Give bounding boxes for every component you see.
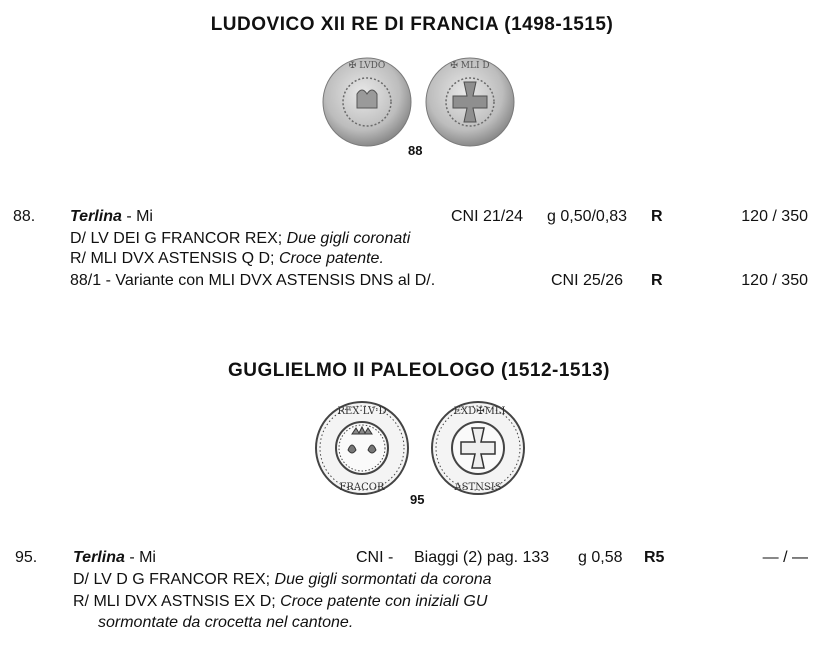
obverse-description: Due gigli coronati bbox=[286, 230, 411, 247]
variant-text: 88/1 - Variante con MLI DVX ASTENSIS DNS al D/. bbox=[70, 272, 436, 289]
svg-text:✠ LVDO: ✠ LVDO bbox=[348, 61, 386, 71]
section-title: GUGLIELMO II PALEOLOGO (1512-1513) bbox=[228, 360, 610, 381]
price: 120 / 350 bbox=[741, 208, 808, 225]
variant-cni: CNI 25/26 bbox=[551, 272, 624, 289]
weight: g 0,50/0,83 bbox=[547, 208, 628, 225]
obverse-description: Due gigli sormontati da corona bbox=[274, 571, 492, 588]
coin-photo bbox=[312, 54, 524, 154]
coin-image-88 bbox=[312, 54, 524, 154]
denomination: Terlina bbox=[70, 208, 122, 225]
reverse-description: Croce patente con iniziali GU bbox=[280, 593, 488, 610]
svg-text:FRACOR: FRACOR bbox=[339, 482, 385, 493]
denomination: Terlina bbox=[73, 549, 125, 566]
coin-image-95 bbox=[308, 398, 532, 498]
bibliographic-reference: Biaggi (2) pag. 133 bbox=[414, 549, 550, 566]
svg-text:ASTNSIS: ASTNSIS bbox=[454, 482, 502, 493]
variant-price: 120 / 350 bbox=[741, 272, 808, 289]
coin-drawing bbox=[308, 398, 532, 498]
metal: - Mi bbox=[124, 549, 156, 566]
reverse-description: Croce patente. bbox=[278, 250, 384, 267]
variant-rarity: R bbox=[651, 272, 663, 289]
reverse-legend bbox=[70, 250, 384, 268]
reverse-description-continued: sormontate da crocetta nel cantone. bbox=[98, 614, 354, 631]
section-title: LUDOVICO XII RE DI FRANCIA (1498-1515) bbox=[210, 14, 614, 35]
reverse-prefix: R/ MLI DVX ASTENSIS Q D; bbox=[70, 250, 279, 267]
metal: - Mi bbox=[121, 208, 153, 225]
entry-number: 88. bbox=[13, 208, 36, 225]
price: — / — bbox=[762, 549, 808, 566]
rarity: R bbox=[651, 208, 663, 225]
obverse-prefix: D/ LV D G FRANCOR REX; bbox=[73, 571, 275, 588]
cni-reference: CNI 21/24 bbox=[451, 208, 524, 225]
entry-number: 95. bbox=[15, 549, 38, 566]
svg-text:✠ MLI D: ✠ MLI D bbox=[450, 61, 490, 71]
obverse-prefix: D/ LV DEI G FRANCOR REX; bbox=[70, 230, 287, 247]
figure-label: 88 bbox=[408, 143, 423, 158]
reverse-prefix: R/ MLI DVX ASTNSIS EX D; bbox=[73, 593, 281, 610]
entry-title bbox=[70, 208, 153, 226]
svg-text:REX·LV·D: REX·LV·D bbox=[337, 406, 387, 417]
weight: g 0,58 bbox=[578, 549, 623, 566]
rarity: R5 bbox=[644, 549, 665, 566]
obverse-legend bbox=[70, 230, 410, 248]
reverse-legend bbox=[73, 593, 487, 611]
figure-label: 95 bbox=[410, 492, 425, 507]
obverse-legend bbox=[73, 571, 492, 589]
cni-reference: CNI - bbox=[356, 549, 394, 566]
svg-text:·EXD✠MLI: ·EXD✠MLI bbox=[450, 406, 506, 417]
entry-title bbox=[73, 549, 156, 567]
